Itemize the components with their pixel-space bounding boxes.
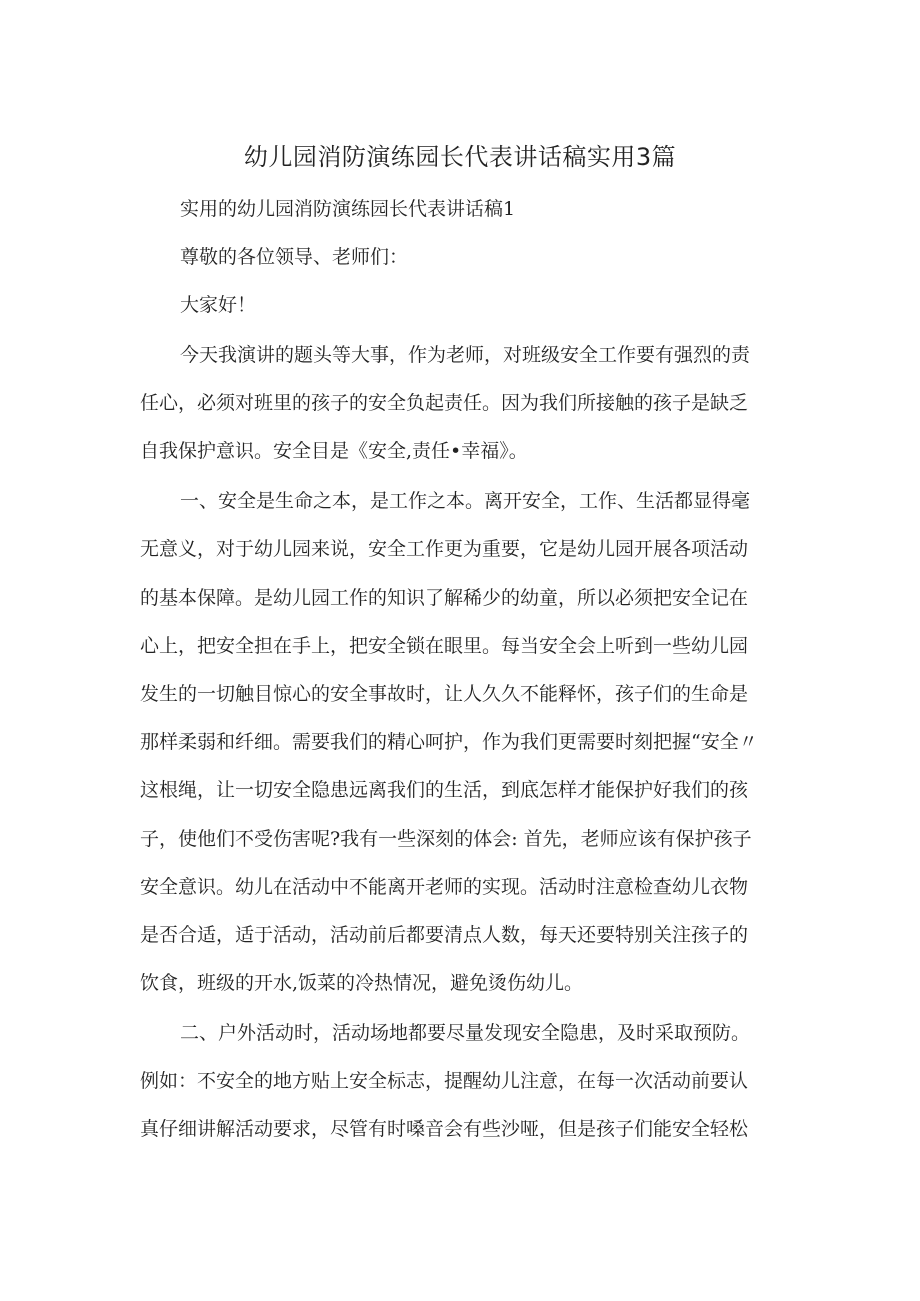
paragraph-line: 饮食，班级的开水,饭菜的冷热情况，避免烫伤幼儿。 xyxy=(140,972,584,994)
paragraph-line: 真仔细讲解活动要求，尽管有时嗓音会有些沙哑，但是孩子们能安全轻松 xyxy=(140,1118,749,1140)
greeting: 大家好！ xyxy=(180,294,257,316)
paragraph-line: 今天我演讲的题头等大事，作为老师，对班级安全工作要有强烈的责 xyxy=(180,344,751,366)
paragraph-line: 心上，把安全担在手上，把安全锁在眼里。每当安全会上听到一些幼儿园 xyxy=(140,635,749,657)
document-title: 幼儿园消防演练园长代表讲话稿实用3篇 xyxy=(243,143,677,171)
paragraph-line: 那样柔弱和纤细。需要我们的精心呵护，作为我们更需要时刻把握“安全〃 xyxy=(140,731,758,753)
paragraph-line: 的基本保障。是幼儿园工作的知识了解稀少的幼童，所以必须把安全记在 xyxy=(140,587,749,609)
paragraph-line: 任心，必须对班里的孩子的安全负起责任。因为我们所接触的孩子是缺乏 xyxy=(140,392,749,414)
paragraph-line: 是否合适，适于活动，活动前后都要清点人数，每天还要特别关注孩子的 xyxy=(140,924,749,946)
paragraph-line: 自我保护意识。安全目是《安全,责任•幸福》。 xyxy=(140,440,528,462)
paragraph-line: 无意义，对于幼儿园来说，安全工作更为重要，它是幼儿园开展各项活动 xyxy=(140,538,749,560)
paragraph-line: 二、户外活动时，活动场地都要尽量发现安全隐患，及时采取预防。 xyxy=(180,1022,751,1044)
salutation: 尊敬的各位领导、老师们： xyxy=(180,246,409,268)
paragraph-line: 子，使他们不受伤害呢?我有一些深刻的体会: 首先，老师应该有保护孩子 xyxy=(140,828,752,850)
paragraph-line: 安全意识。幼儿在活动中不能离开老师的实现。活动时注意检查幼儿衣物 xyxy=(140,876,749,898)
paragraph-line: 一、安全是生命之本，是工作之本。离开安全，工作、生活都显得毫 xyxy=(180,490,751,512)
paragraph-line: 这根绳，让一切安全隐患远离我们的生活，到底怎样才能保护好我们的孩 xyxy=(140,779,749,801)
paragraph-line: 例如：不安全的地方贴上安全标志，提醒幼儿注意，在每一次活动前要认 xyxy=(140,1070,749,1092)
subtitle: 实用的幼儿园消防演练园长代表讲话稿1 xyxy=(180,198,516,220)
paragraph-line: 发生的一切触目惊心的安全事故时，让人久久不能释怀，孩子们的生命是 xyxy=(140,683,749,705)
